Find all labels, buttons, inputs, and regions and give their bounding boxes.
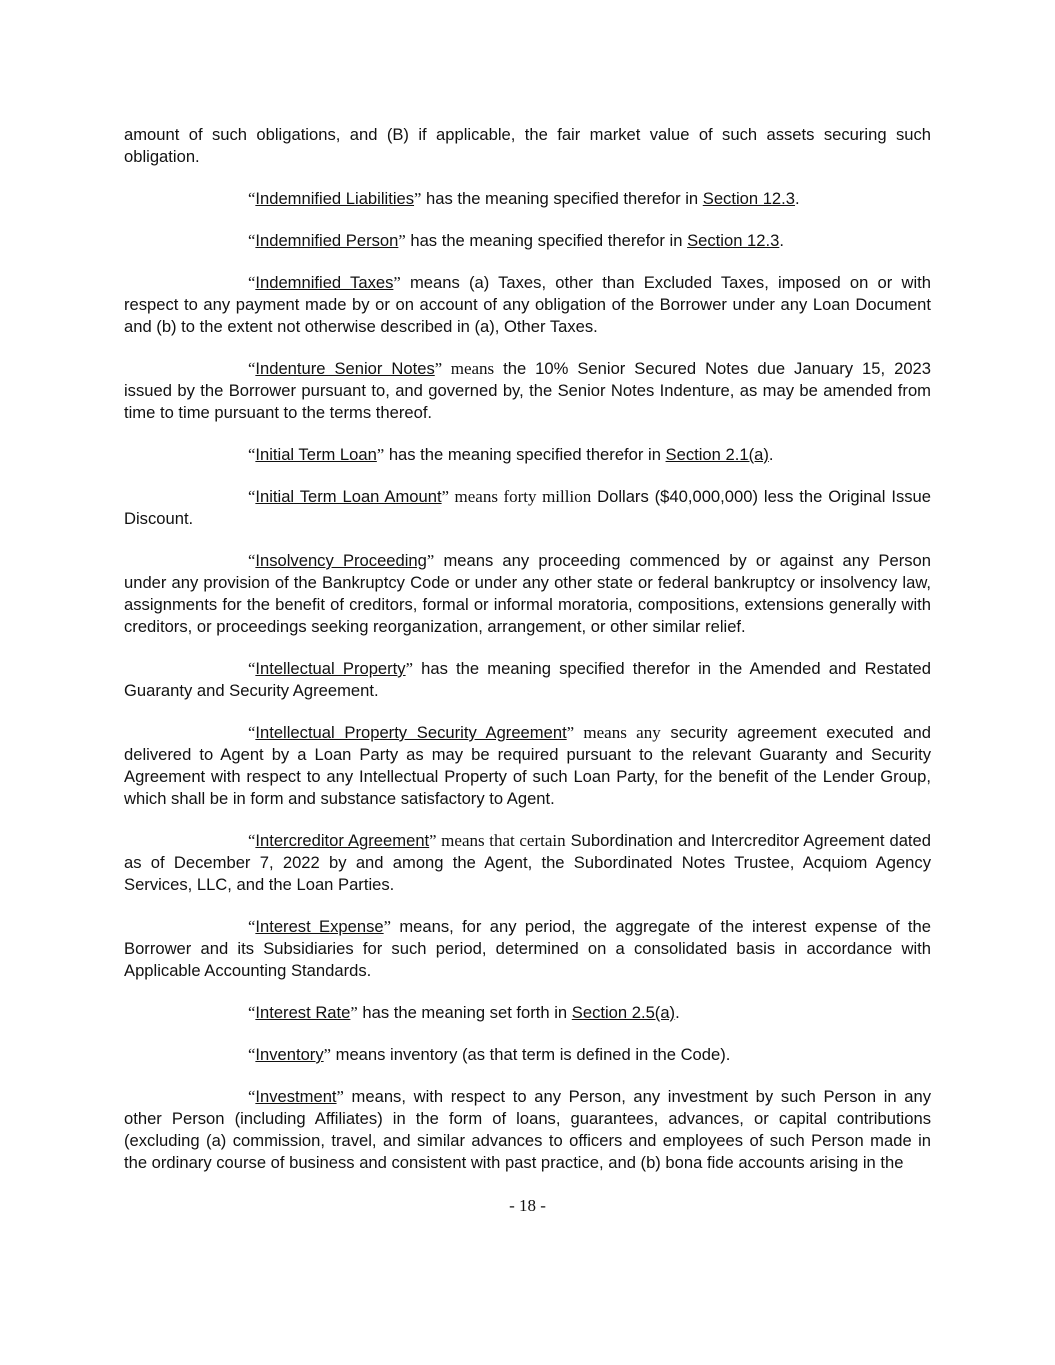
section-reference: Section 2.1(a) [665,445,769,464]
definition-indemnified-taxes: “Indemnified Taxes” means (a) Taxes, other than Excluded Taxes, imposed on or with respect to any payment made by or on account of any obligation of the Borrower under any Loan Document and (b) to the extent not otherwise described in (a), Other Taxes. [124,273,932,336]
definition-intellectual-property: “Intellectual Property” has the meaning specified therefor in the Amended and Restated Guaranty and Security Agreement. [124,659,931,700]
definition-interest-expense: “Interest Expense” means, for any period, the aggregate of the interest expense of the Borrower and its Subsidiaries for such period, determined on a consolidated basis in accordance with Applicable Accounting Standards. [124,917,931,980]
defined-term: Interest Rate [255,1003,351,1022]
paragraph-continuation: amount of such obligations, and (B) if applicable, the fair market value of such assets securing such obligation. [124,125,931,166]
definition-initial-term-loan: “Initial Term Loan” has the meaning specified therefor in Section 2.1(a). [248,445,774,464]
definition-initial-term-loan-amount: “Initial Term Loan Amount” means forty million Dollars ($40,000,000) less the Original Issue Discount. [124,487,932,528]
definition-indemnified-liabilities: “Indemnified Liabilities” has the meaning specified therefor in Section 12.3. [248,189,800,208]
defined-term: Initial Term Loan [255,445,377,464]
defined-term: Inventory [255,1045,324,1064]
defined-term: Investment [255,1087,337,1106]
definition-insolvency-proceeding: “Insolvency Proceeding” means any proceeding commenced by or against any Person under any provision of the Bankruptcy Code or under any other state or federal bankruptcy or insolvency law, assignments for the benefit of creditors, formal or informal moratoria, compositions, extensions generally with creditors, or proceedings seeking reorganization, arrangement, or other similar relief. [124,551,931,636]
defined-term: Indemnified Person [255,231,399,250]
section-reference: Section 12.3 [702,189,796,208]
page-number: - 18 - [509,1196,546,1215]
defined-term: Indemnified Liabilities [255,189,415,208]
section-reference: Section 2.5(a) [571,1003,676,1022]
definition-indemnified-person: “Indemnified Person” has the meaning specified therefor in Section 12.3. [248,231,784,250]
defined-term: Indemnified Taxes [255,273,394,292]
definition-ip-security-agreement: “Intellectual Property Security Agreement” means any security agreement executed and delivered to Agent by a Loan Party as may be required pursuant to the relevant Guaranty and Security Agreement with respect to any Intellectual Property of such Loan Party, for the benefit of the Lender Group, which shall be in form and substance satisfactory to Agent. [124,723,931,808]
defined-term: Insolvency Proceeding [255,551,427,570]
definition-intercreditor-agreement: “Intercreditor Agreement” means that certain Subordination and Intercreditor Agreement dated as of December 7, 2022 by and among the Agent, the Subordinated Notes Trustee, Acquiom Agency Services, LLC, and the Loan Parties. [124,831,932,894]
defined-term: Intellectual Property Security Agreement [255,723,567,742]
definition-inventory: “Inventory” means inventory (as that term is defined in the Code). [248,1045,731,1064]
defined-term: Intellectual Property [255,659,406,678]
definition-investment: “Investment” means, with respect to any Person, any investment by such Person in any other Person (including Affiliates) in the form of loans, guarantees, advances, or capital contributions (excluding (a) commission, travel, and similar advances to officers and employees of such Person made in the ordinary course of business and consistent with past practice, and (b) bona fide accounts arising in the [124,1087,931,1172]
definition-interest-rate: “Interest Rate” has the meaning set forth in Section 2.5(a). [248,1003,680,1022]
defined-term: Intercreditor Agreement [255,831,430,850]
defined-term: Initial Term Loan Amount [255,487,442,506]
document-page [124,124,931,1194]
definition-indenture-senior-notes: “Indenture Senior Notes” means the 10% Senior Secured Notes due January 15, 2023 issued by the Borrower pursuant to, and governed by, the Senior Notes Indenture, as may be amended from time to time pursuant to the terms thereof. [124,359,931,422]
section-reference: Section 12.3 [687,231,780,250]
defined-term: Indenture Senior Notes [255,359,435,378]
defined-term: Interest Expense [255,917,384,936]
